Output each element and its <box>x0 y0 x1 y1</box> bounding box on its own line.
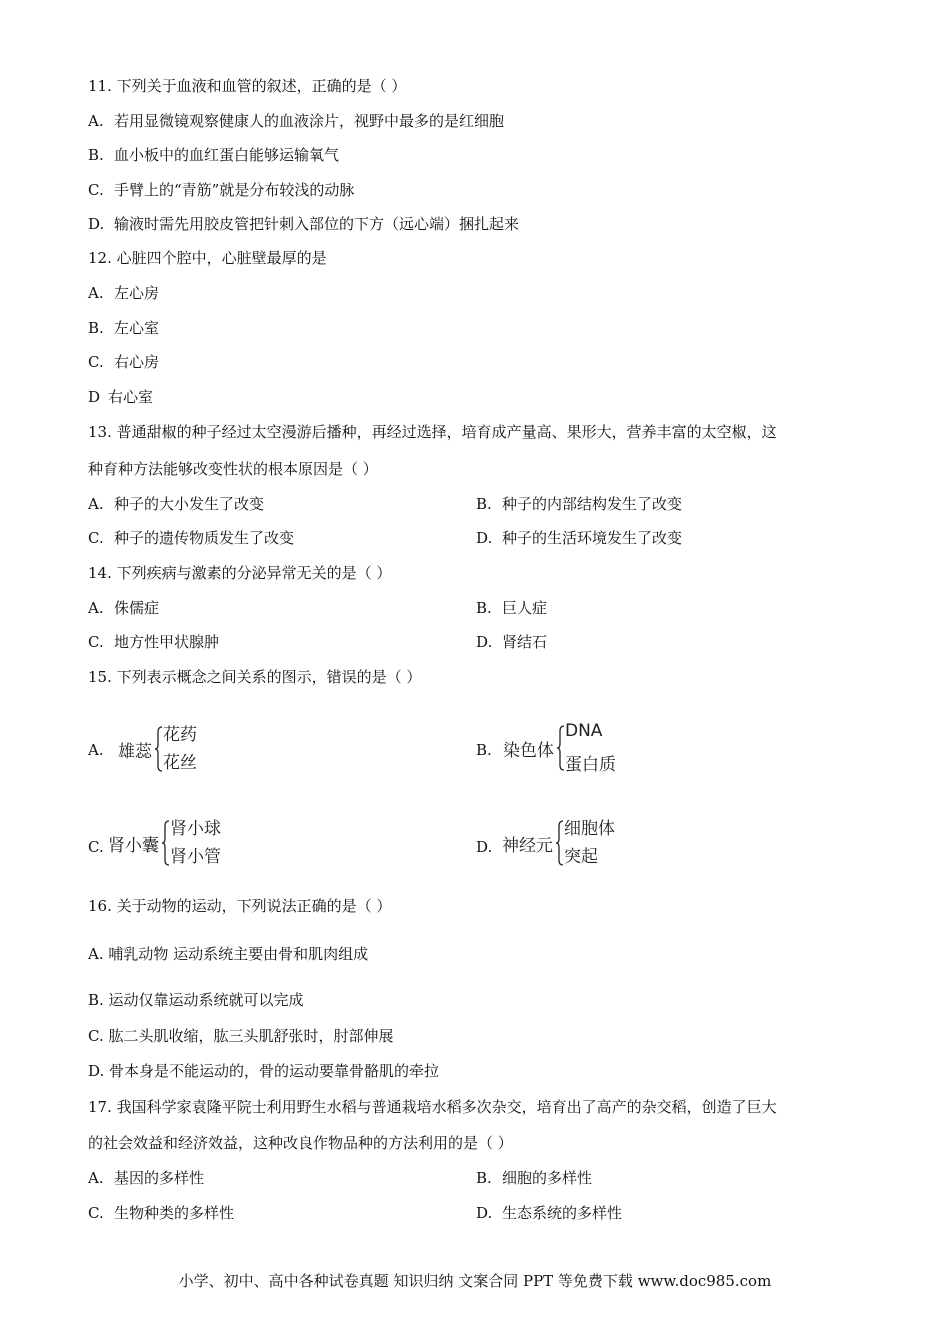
q13-stem-line1: 13. 普通甜椒的种子经过太空漫游后播种，再经过选择，培育成产量高、果形大，营养丰富的太空椒，这 <box>88 423 777 441</box>
q13-option-d: D. 种子的生活环境发生了改变 <box>476 529 683 547</box>
q11-option-a: A. 若用显微镜观察健康人的血液涂片，视野中最多的是红细胞 <box>88 112 505 130</box>
q11-stem: 11. 下列关于血液和血管的叙述，正确的是（ ） <box>88 77 407 95</box>
q12-option-b: B. 左心室 <box>88 319 160 337</box>
concept-item: 突起 <box>564 847 598 867</box>
q11-option-d: D. 输液时需先用胶皮管把针刺入部位的下方（远心端）捆扎起来 <box>88 215 520 233</box>
concept-item: DNA <box>565 721 603 741</box>
q15-option-c-diagram <box>108 818 221 868</box>
q15-option-d-diagram <box>502 818 615 868</box>
q14-option-b: B. 巨人症 <box>476 599 548 617</box>
concept-main: 肾小囊 <box>108 835 159 856</box>
q15-option-c-letter: C. <box>88 838 104 856</box>
q14-option-a: A. 侏儒症 <box>88 599 160 617</box>
brace-icon <box>161 820 170 866</box>
q13-stem-line2: 种育种方法能够改变性状的根本原因是（ ） <box>88 460 378 478</box>
concept-item: 肾小球 <box>170 819 221 839</box>
q17-stem-line2: 的社会效益和经济效益，这种改良作物品种的方法利用的是（ ） <box>88 1134 513 1152</box>
brace-icon <box>555 820 564 866</box>
q11-option-b: B. 血小板中的血红蛋白能够运输氧气 <box>88 146 340 164</box>
q16-option-a: A. 哺乳动物 运动系统主要由骨和肌肉组成 <box>88 945 369 963</box>
concept-item: 肾小管 <box>170 847 221 867</box>
q16-option-c: C. 肱二头肌收缩，肱三头肌舒张时，肘部伸展 <box>88 1027 394 1045</box>
q14-option-d: D. 肾结石 <box>476 633 548 651</box>
q12-option-c: C. 右心房 <box>88 353 160 371</box>
q12-option-d: D 右心室 <box>88 388 154 406</box>
q17-option-c: C. 生物种类的多样性 <box>88 1204 235 1222</box>
q12-option-a: A. 左心房 <box>88 284 160 302</box>
concept-item: 花药 <box>163 725 197 745</box>
concept-item: 花丝 <box>163 753 197 773</box>
concept-main: 染色体 <box>503 740 554 761</box>
q16-option-d: D. 骨本身是不能运动的，骨的运动要靠骨骼肌的牵拉 <box>88 1062 440 1080</box>
q15-option-b-letter: B. <box>476 741 492 759</box>
q15-option-a-letter: A. <box>88 741 104 759</box>
q15-option-d-letter: D. <box>476 838 493 856</box>
q15-option-a-diagram <box>118 724 197 774</box>
q14-option-c: C. 地方性甲状腺肿 <box>88 633 220 651</box>
brace-icon <box>154 726 163 772</box>
concept-main: 雄蕊 <box>118 741 152 762</box>
q16-option-b: B. 运动仅靠运动系统就可以完成 <box>88 991 304 1009</box>
q13-option-b: B. 种子的内部结构发生了改变 <box>476 495 683 513</box>
q12-stem: 12. 心脏四个腔中，心脏壁最厚的是 <box>88 249 327 267</box>
q11-option-c: C. 手臂上的“青筋”就是分布较浅的动脉 <box>88 181 355 199</box>
q15-option-b-diagram <box>503 720 616 776</box>
q13-option-a: A. 种子的大小发生了改变 <box>88 495 265 513</box>
brace-icon <box>556 725 565 771</box>
q17-option-b: B. 细胞的多样性 <box>476 1169 593 1187</box>
q17-option-d: D. 生态系统的多样性 <box>476 1204 623 1222</box>
q13-option-c: C. 种子的遗传物质发生了改变 <box>88 529 295 547</box>
concept-item: 细胞体 <box>564 819 615 839</box>
q14-stem: 14. 下列疾病与激素的分泌异常无关的是（ ） <box>88 564 392 582</box>
concept-item: 蛋白质 <box>565 755 616 775</box>
concept-main: 神经元 <box>502 835 553 856</box>
q16-stem: 16. 关于动物的运动，下列说法正确的是（ ） <box>88 897 392 915</box>
page-footer: 小学、初中、高中各种试卷真题 知识归纳 文案合同 PPT 等免费下载 www.doc985.com <box>178 1272 772 1290</box>
q17-stem-line1: 17. 我国科学家袁隆平院士利用野生水稻与普通栽培水稻多次杂交，培育出了高产的杂交稻，创造了巨大 <box>88 1098 777 1116</box>
q15-stem: 15. 下列表示概念之间关系的图示，错误的是（ ） <box>88 668 422 686</box>
q17-option-a: A. 基因的多样性 <box>88 1169 205 1187</box>
